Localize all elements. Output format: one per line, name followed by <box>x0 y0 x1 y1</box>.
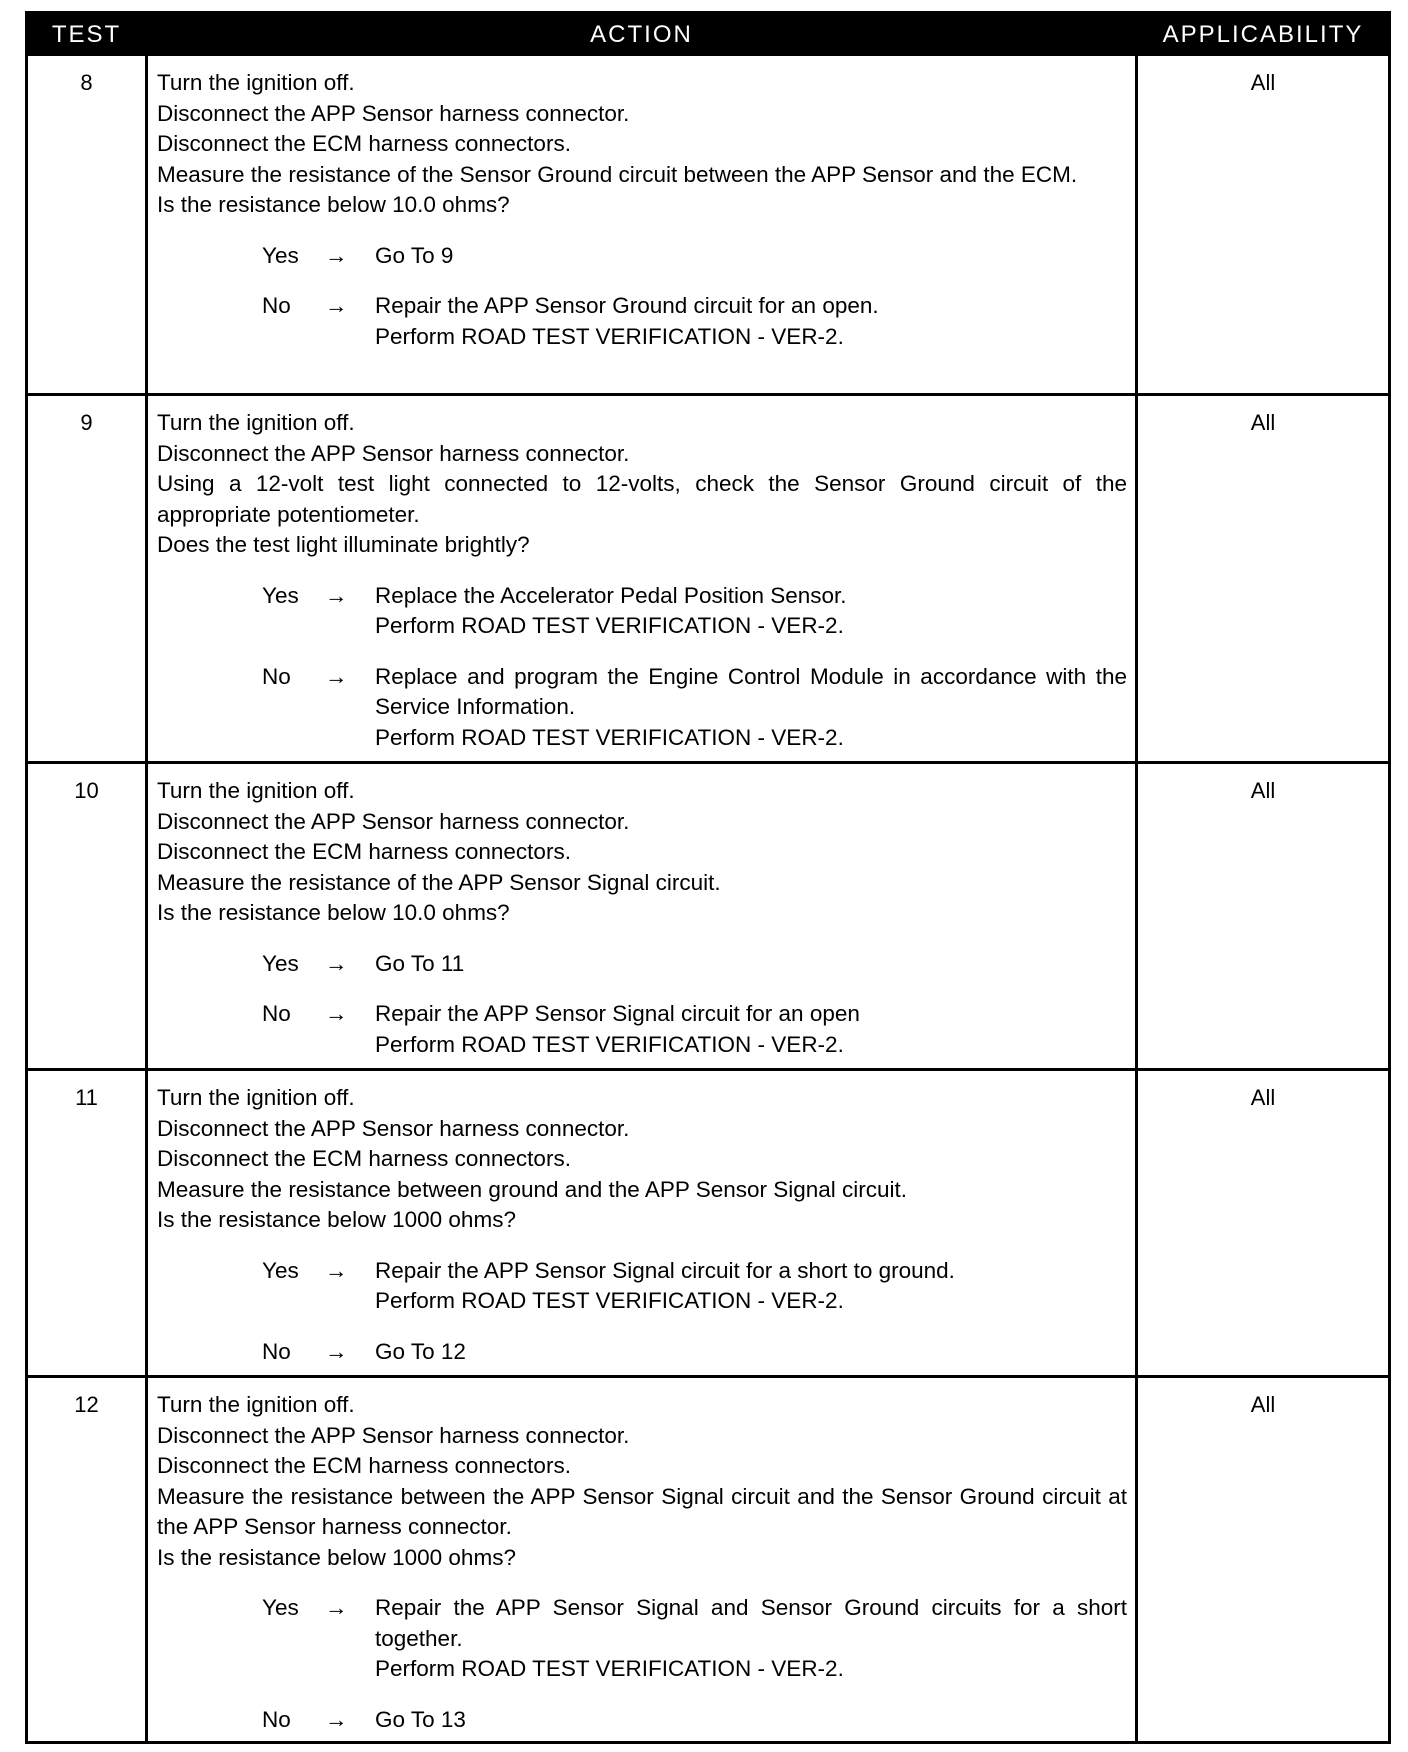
step: Is the resistance below 1000 ohms? <box>157 1207 516 1232</box>
step: Disconnect the APP Sensor harness connector. <box>157 1422 630 1448</box>
test-number: 8 <box>80 70 93 95</box>
arrow-icon: → <box>325 242 348 268</box>
no-result-verification: Perform ROAD TEST VERIFICATION - VER-2. <box>375 724 844 750</box>
step: Disconnect the ECM harness connectors. <box>157 131 571 156</box>
no-result: Replace and program the Engine Control Module in accordance with the Service Information. <box>375 663 1127 719</box>
no-label: No <box>262 1338 291 1364</box>
test-number: 12 <box>74 1392 99 1417</box>
step: Measure the resistance of the APP Sensor Signal circuit. <box>157 869 721 895</box>
yes-result-verification: Perform ROAD TEST VERIFICATION - VER-2. <box>375 1288 844 1313</box>
step: Measure the resistance between ground and the APP Sensor Signal circuit. <box>157 1176 908 1202</box>
yes-result: Go To 9 <box>375 242 454 268</box>
yes-result: Go To 11 <box>375 950 465 976</box>
applicability-value: All <box>1250 1085 1276 1110</box>
step: Is the resistance below 10.0 ohms? <box>157 900 510 925</box>
step: Disconnect the ECM harness connectors. <box>157 1146 571 1171</box>
step: Disconnect the ECM harness connectors. <box>157 1453 571 1478</box>
step: Is the resistance below 1000 ohms? <box>157 1544 516 1570</box>
applicability-value: All <box>1250 410 1276 435</box>
step: Measure the resistance of the Sensor Ground circuit between the APP Sensor and the ECM. <box>157 161 1078 187</box>
yes-result: Repair the APP Sensor Signal and Sensor Ground circuits for a short together. <box>375 1595 1127 1651</box>
step: Turn the ignition off. <box>157 1392 355 1417</box>
step: Disconnect the APP Sensor harness connector. <box>157 808 630 834</box>
step: Disconnect the APP Sensor harness connector. <box>157 100 630 126</box>
header-action: ACTION <box>590 21 693 48</box>
no-option <box>157 662 1127 754</box>
no-result: Go To 13 <box>375 1706 466 1732</box>
no-result-verification: Perform ROAD TEST VERIFICATION - VER-2. <box>375 323 844 349</box>
test-number: 11 <box>75 1085 98 1110</box>
test-row-12 <box>28 1375 1388 1741</box>
test-number: 9 <box>80 410 93 435</box>
no-option <box>157 1705 1127 1736</box>
no-option <box>157 999 1127 1060</box>
no-label: No <box>262 1706 291 1732</box>
test-number: 10 <box>74 778 99 803</box>
step: Turn the ignition off. <box>157 778 355 803</box>
arrow-icon: → <box>325 1257 348 1283</box>
yes-result: Replace the Accelerator Pedal Position Sensor. <box>375 582 847 608</box>
yes-label: Yes <box>262 950 299 976</box>
step: Turn the ignition off. <box>157 410 355 435</box>
arrow-icon: → <box>325 293 348 318</box>
applicability-value: All <box>1250 1392 1276 1417</box>
step: Does the test light illuminate brightly? <box>157 532 530 557</box>
header-applicability: APPLICABILITY <box>1162 21 1364 48</box>
yes-label: Yes <box>262 1257 299 1283</box>
arrow-icon: → <box>325 582 348 608</box>
yes-result: Repair the APP Sensor Signal circuit for a short to ground. <box>375 1257 955 1283</box>
no-option <box>157 1337 1127 1368</box>
no-label: No <box>262 663 291 689</box>
step: Disconnect the ECM harness connectors. <box>157 839 571 864</box>
no-result: Repair the APP Sensor Signal circuit for an open <box>375 1001 860 1026</box>
action-cell <box>145 1378 1138 1741</box>
diagnostic-test-table <box>25 11 1391 1744</box>
test-row-11 <box>28 1068 1388 1375</box>
yes-option <box>157 1256 1127 1317</box>
no-result-verification: Perform ROAD TEST VERIFICATION - VER-2. <box>375 1031 844 1057</box>
arrow-icon: → <box>325 950 348 976</box>
step: Using a 12-volt test light connected to 12-volts, check the Sensor Ground circuit of the appropriate potentiometer. <box>157 471 1127 527</box>
action-cell <box>145 396 1138 761</box>
arrow-icon: → <box>325 1338 348 1364</box>
yes-option <box>157 1593 1127 1685</box>
applicability-value: All <box>1250 70 1276 95</box>
table-header <box>28 14 1388 56</box>
step: Disconnect the APP Sensor harness connector. <box>157 1115 630 1141</box>
action-cell <box>145 1071 1138 1375</box>
test-row-9 <box>28 393 1388 761</box>
yes-label: Yes <box>262 242 299 268</box>
no-option <box>157 291 1127 352</box>
action-cell <box>145 764 1138 1068</box>
arrow-icon: → <box>325 1001 348 1026</box>
step: Turn the ignition off. <box>157 70 355 95</box>
step: Is the resistance below 10.0 ohms? <box>157 192 510 217</box>
applicability-value: All <box>1250 778 1276 803</box>
step: Turn the ignition off. <box>157 1085 355 1110</box>
yes-result-verification: Perform ROAD TEST VERIFICATION - VER-2. <box>375 1656 844 1681</box>
test-row-10 <box>28 761 1388 1068</box>
no-result: Go To 12 <box>375 1338 466 1364</box>
yes-option <box>157 241 1127 272</box>
yes-result-verification: Perform ROAD TEST VERIFICATION - VER-2. <box>375 613 844 638</box>
no-result: Repair the APP Sensor Ground circuit for an open. <box>375 293 879 318</box>
no-label: No <box>262 1001 291 1026</box>
arrow-icon: → <box>325 1706 348 1732</box>
step: Measure the resistance between the APP Sensor Signal circuit and the Sensor Ground circuit at the APP Sensor harness connector. <box>157 1483 1127 1539</box>
yes-label: Yes <box>262 1595 299 1620</box>
header-test: TEST <box>51 21 122 48</box>
test-row-8 <box>28 56 1388 393</box>
yes-label: Yes <box>262 582 299 608</box>
action-cell <box>145 56 1138 393</box>
no-label: No <box>262 293 291 318</box>
step: Disconnect the APP Sensor harness connector. <box>157 440 630 466</box>
arrow-icon: → <box>325 1595 348 1620</box>
yes-option <box>157 581 1127 642</box>
arrow-icon: → <box>325 663 348 689</box>
yes-option <box>157 949 1127 980</box>
